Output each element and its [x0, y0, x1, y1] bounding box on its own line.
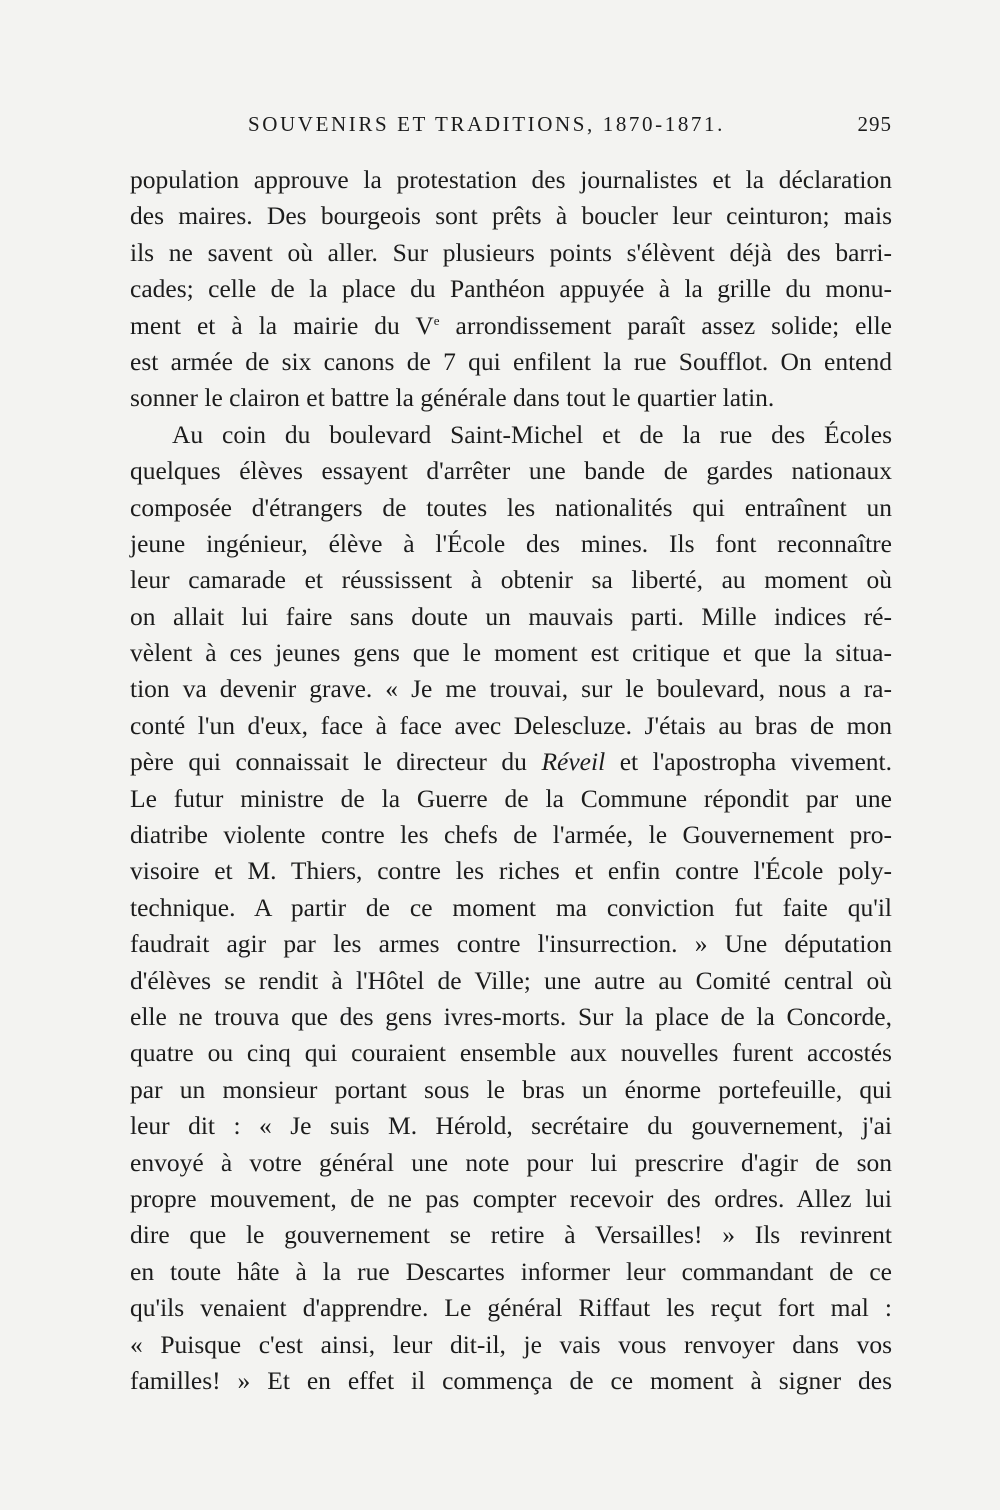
text-line: « Puisque c'est ainsi, leur dit-il, je vais vous renvoyer dans vos [130, 1329, 892, 1359]
text-segment: ment et à la mairie du V [130, 310, 434, 340]
text-line: par un monsieur portant sous le bras un énorme portefeuille, qui [130, 1074, 892, 1104]
text-segment: père qui connaissait le directeur du [130, 747, 542, 777]
text-line: est armée de six canons de 7 qui enfilent la rue Soufflot. On entend [130, 346, 892, 376]
text-line [130, 744, 892, 780]
text-line: faudrait agir par les armes contre l'insurrection. » Une députation [130, 929, 892, 959]
text-line: quelques élèves essayent d'arrêter une bande de gardes nationaux [130, 456, 892, 486]
text-line: des maires. Des bourgeois sont prêts à boucler leur ceinturon; mais [130, 201, 892, 231]
text-line: conté l'un d'eux, face à face avec Delescluze. J'étais au bras de mon [130, 710, 892, 740]
text-line: leur camarade et réussissent à obtenir sa liberté, au moment où [130, 565, 892, 595]
text-line: leur dit : « Je suis M. Hérold, secrétaire du gouvernement, j'ai [130, 1111, 892, 1141]
text-line: visoire et M. Thiers, contre les riches et enfin contre l'École poly- [130, 856, 892, 886]
text-line: d'élèves se rendit à l'Hôtel de Ville; une autre au Comité central où [130, 965, 892, 995]
text-line: population approuve la protestation des journalistes et la déclaration [130, 165, 892, 194]
text-line: sonner le clairon et battre la générale dans tout le quartier latin. [130, 383, 775, 413]
page-number: 295 [857, 112, 892, 136]
text-line: ils ne savent où aller. Sur plusieurs points s'élèvent déjà des barri- [130, 237, 892, 267]
superscript: e [433, 312, 440, 328]
text-line: familles! » Et en effet il commença de ce moment à signer des [130, 1365, 892, 1395]
text-line: technique. A partir de ce moment ma conviction fut faite qu'il [130, 892, 892, 922]
running-head [130, 112, 892, 142]
text-line: tion va devenir grave. « Je me trouvai, sur le boulevard, nous a ra- [130, 674, 892, 704]
running-title: SOUVENIRS ET TRADITIONS, 1870-1871. [248, 112, 725, 136]
text-line: diatribe violente contre les chefs de l'armée, le Gouvernement pro- [130, 820, 892, 850]
text-segment: et l'apostropha vivement. [605, 747, 892, 777]
text-segment: arrondissement paraît assez solide; elle [439, 310, 892, 340]
paragraph-first-line: Au coin du boulevard Saint-Michel et de la rue des Écoles [172, 419, 892, 449]
text-line: qu'ils venaient d'apprendre. Le général Riffaut les reçut fort mal : [130, 1293, 892, 1323]
text-line: vèlent à ces jeunes gens que le moment est critique et que la situa- [130, 638, 892, 668]
text-line: quatre ou cinq qui couraient ensemble aux nouvelles furent accostés [130, 1038, 892, 1068]
text-line: cades; celle de la place du Panthéon appuyée à la grille du monu- [130, 274, 892, 304]
text-line: propre mouvement, de ne pas compter recevoir des ordres. Allez lui [130, 1183, 892, 1213]
text-line: jeune ingénieur, élève à l'École des mines. Ils font reconnaître [130, 528, 892, 558]
italic-title: Réveil [541, 747, 606, 777]
body-text [130, 162, 892, 1399]
text-line: on allait lui faire sans doute un mauvais parti. Mille indices ré- [130, 601, 892, 631]
text-line: elle ne trouva que des gens ivres-morts. Sur la place de la Concorde, [130, 1001, 892, 1031]
text-line: composée d'étrangers de toutes les nationalités qui entraînent un [130, 492, 892, 522]
text-line [130, 308, 892, 344]
text-line: dire que le gouvernement se retire à Versailles! » Ils revinrent [130, 1220, 892, 1250]
text-line: Le futur ministre de la Guerre de la Commune répondit par une [130, 783, 892, 813]
text-line: en toute hâte à la rue Descartes informer leur commandant de ce [130, 1256, 892, 1286]
text-line: envoyé à votre général une note pour lui prescrire d'agir de son [130, 1147, 892, 1177]
